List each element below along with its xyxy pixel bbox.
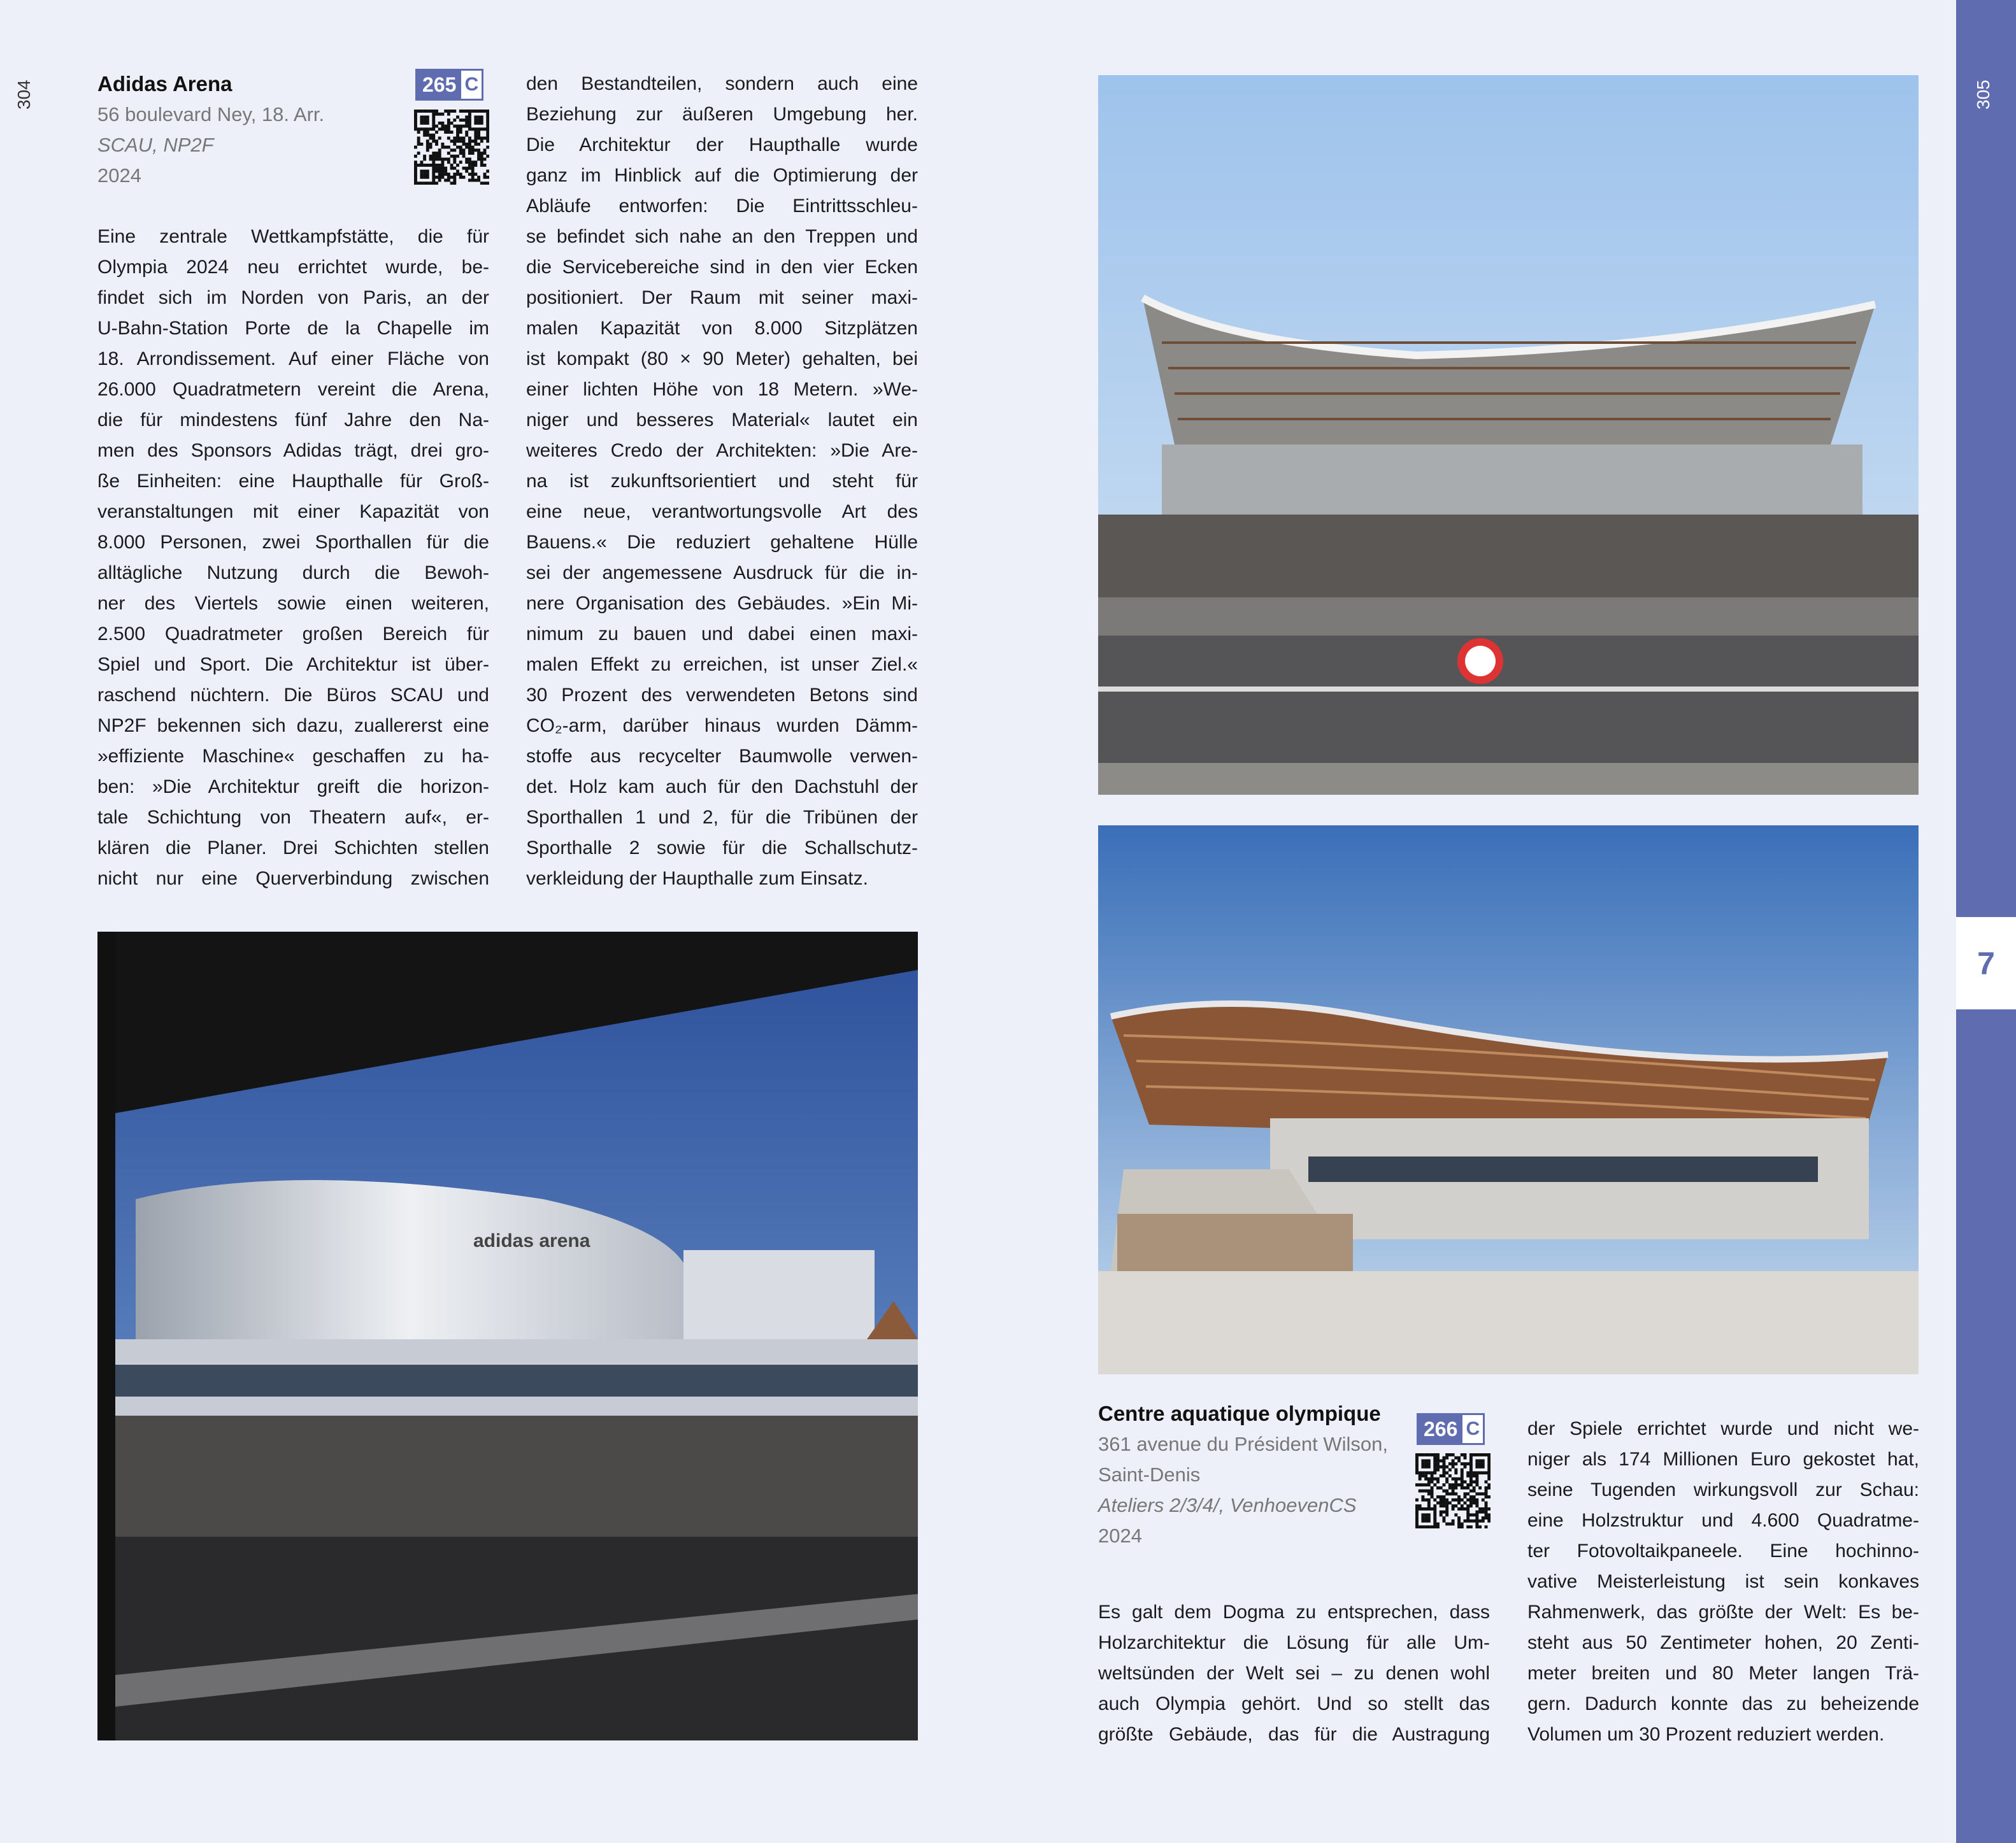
qr-code-icon[interactable] — [1415, 1453, 1491, 1528]
text-line: Sporthallen 1 und 2, für die Tribünen der — [526, 807, 918, 828]
text-line: det. Holz kam auch für den Dachstuhl der — [526, 776, 918, 797]
text-line: Abläufe entworfen: Die Eintrittsschleu- — [526, 196, 918, 217]
entry-address: 56 boulevard Ney, 18. Arr. — [97, 103, 325, 125]
text-line: klären die Planer. Drei Schichten stellen — [97, 837, 489, 858]
qr-code-icon[interactable] — [414, 110, 489, 185]
entry-architects: SCAU, NP2F — [97, 134, 214, 156]
photo-arena-road-view — [1098, 75, 1919, 795]
text-line: die für mindestens fünf Jahre den Na- — [97, 409, 489, 431]
text-line: ner des Viertels sowie einen weiteren, — [97, 593, 489, 614]
text-line: eine neue, verantwortungsvolle Art des — [526, 501, 918, 522]
text-line: Sporthalle 2 sowie für die Schallschutz- — [526, 837, 918, 858]
text-line: findet sich im Norden von Paris, an der — [97, 287, 489, 308]
text-line: na ist zukunftsorientiert und steht für — [526, 471, 918, 492]
text-line: gern. Dadurch konnte das zu beheizende — [1527, 1693, 1919, 1714]
text-line: nimum zu bauen und dabei einen maxi- — [526, 623, 918, 644]
text-line: tale Schichtung von Theatern auf«, er- — [97, 807, 489, 828]
text-line: raschend nüchtern. Die Büros SCAU und — [97, 685, 489, 706]
text-line: Rahmenwerk, das größte der Welt: Es be- — [1527, 1602, 1919, 1623]
text-line: einer lichten Höhe von 18 Metern. »We- — [526, 379, 918, 400]
text-line: 30 Prozent des verwendeten Betons sind — [526, 685, 918, 706]
entry-number: 265 — [422, 73, 457, 96]
text-line: ganz im Hinblick auf die Optimierung der — [526, 165, 918, 186]
text-line: Volumen um 30 Prozent reduziert werden. — [1527, 1724, 1885, 1745]
text-line: seine Tugenden wirkungsvoll zur Schau: — [1527, 1479, 1919, 1500]
text-line: malen Kapazität von 8.000 Sitzplätzen — [526, 318, 918, 339]
page-number-right: 305 — [1973, 80, 1993, 110]
photo-centre-aquatique — [1098, 825, 1919, 1374]
text-line: 26.000 Quadratmetern vereint die Arena, — [97, 379, 489, 400]
text-line: weltsünden der Welt sei – zu denen wohl — [1098, 1663, 1490, 1684]
text-line: 8.000 Personen, zwei Sporthallen für die — [97, 532, 489, 553]
text-line: »effiziente Maschine« geschaffen zu ha- — [97, 746, 489, 767]
text-line: malen Effekt zu erreichen, ist unser Ziel.« — [526, 654, 918, 675]
text-line: Bauens.« Die reduziert gehaltene Hülle — [526, 532, 918, 553]
text-line: Eine zentrale Wettkampfstätte, die für — [97, 226, 489, 247]
text-line: men des Sponsors Adidas trägt, drei gro- — [97, 440, 489, 461]
entry-265-text-col2 — [526, 69, 918, 894]
text-line: U-Bahn-Station Porte de la Chapelle im — [97, 318, 489, 339]
text-line: weiteres Credo der Architekten: »Die Are- — [526, 440, 918, 461]
entry-title: Centre aquatique olympique — [1098, 1402, 1381, 1425]
text-line: Beziehung zur äußeren Umgebung her. — [526, 104, 918, 125]
text-line: Spiel und Sport. Die Architektur ist über- — [97, 654, 489, 675]
text-line: den Bestandteilen, sondern auch eine — [526, 73, 918, 94]
entry-266-text-col2 — [1527, 1414, 1919, 1750]
text-line: niger und besseres Material« lautet ein — [526, 409, 918, 431]
text-line: der Spiele errichtet wurde und nicht we- — [1527, 1418, 1919, 1439]
text-line: steht aus 50 Zentimeter hohen, 20 Zenti- — [1527, 1632, 1919, 1653]
text-line: Olympia 2024 neu errichtet wurde, be- — [97, 257, 489, 278]
text-line: die Servicebereiche sind in den vier Ecken — [526, 257, 918, 278]
text-line: eine Holzstruktur und 4.600 Quadratme- — [1527, 1510, 1919, 1531]
text-line: ben: »Die Architektur greift die horizon- — [97, 776, 489, 797]
entry-architects: Ateliers 2/3/4/, VenhoevenCS — [1098, 1494, 1357, 1516]
text-line: Holzarchitektur die Lösung für alle Um- — [1098, 1632, 1490, 1653]
text-line: 2.500 Quadratmeter großen Bereich für — [97, 623, 489, 644]
text-line: verkleidung der Haupthalle zum Einsatz. — [526, 868, 868, 889]
text-line: sei der angemessene Ausdruck für die in- — [526, 562, 918, 583]
text-line: Es galt dem Dogma zu entsprechen, dass — [1098, 1602, 1490, 1623]
text-line: meter breiten und 80 Meter langen Trä- — [1527, 1663, 1919, 1684]
text-line: se befindet sich nahe an den Treppen und — [526, 226, 918, 247]
text-line: nere Organisation des Gebäudes. »Ein Mi- — [526, 593, 918, 614]
entry-266-text-col1 — [1098, 1597, 1490, 1750]
entry-year: 2024 — [1098, 1525, 1142, 1547]
entry-year: 2024 — [97, 164, 141, 187]
map-grid: C — [1462, 1415, 1483, 1443]
chapter-tab[interactable]: 7 — [1956, 917, 2016, 1009]
text-line: nicht nur eine Querverbindung zwischen — [97, 868, 489, 889]
entry-number-badge — [415, 69, 483, 101]
photo-adidas-arena — [97, 932, 918, 1740]
entry-title: Adidas Arena — [97, 72, 232, 96]
text-line: ter Fotovoltaikpaneele. Eine hochinno- — [1527, 1541, 1919, 1562]
entry-address-line-1: 361 avenue du Président Wilson, — [1098, 1433, 1388, 1455]
text-line: niger als 174 Millionen Euro gekostet hat, — [1527, 1449, 1919, 1470]
text-line: vative Meisterleistung ist sein konkaves — [1527, 1571, 1919, 1592]
map-grid: C — [461, 71, 482, 99]
text-line: 18. Arrondissement. Auf einer Fläche von — [97, 348, 489, 369]
text-line: stoffe aus recycelter Baumwolle verwen- — [526, 746, 918, 767]
text-line: alltägliche Nutzung durch die Bewoh- — [97, 562, 489, 583]
entry-number: 266 — [1424, 1418, 1458, 1441]
text-line: Die Architektur der Haupthalle wurde — [526, 134, 918, 155]
entry-number-badge — [1417, 1413, 1485, 1445]
photo-logo-text: adidas arena — [473, 1230, 590, 1251]
entry-address-line-2: Saint-Denis — [1098, 1463, 1201, 1486]
text-line: positioniert. Der Raum mit seiner maxi- — [526, 287, 918, 308]
text-line: ist kompakt (80 × 90 Meter) gehalten, bei — [526, 348, 918, 369]
text-line: größte Gebäude, das für die Austragung — [1098, 1724, 1490, 1745]
text-line: auch Olympia gehört. Und so stellt das — [1098, 1693, 1490, 1714]
text-line: CO₂-arm, darüber hinaus wurden Dämm- — [526, 715, 918, 736]
text-line: veranstaltungen mit einer Kapazität von — [97, 501, 489, 522]
text-line: ße Einheiten: eine Haupthalle für Groß- — [97, 471, 489, 492]
text-line: NP2F bekennen sich dazu, zuallererst eine — [97, 715, 489, 736]
entry-265-text-col1 — [97, 222, 489, 894]
page-number-left: 304 — [14, 80, 34, 110]
